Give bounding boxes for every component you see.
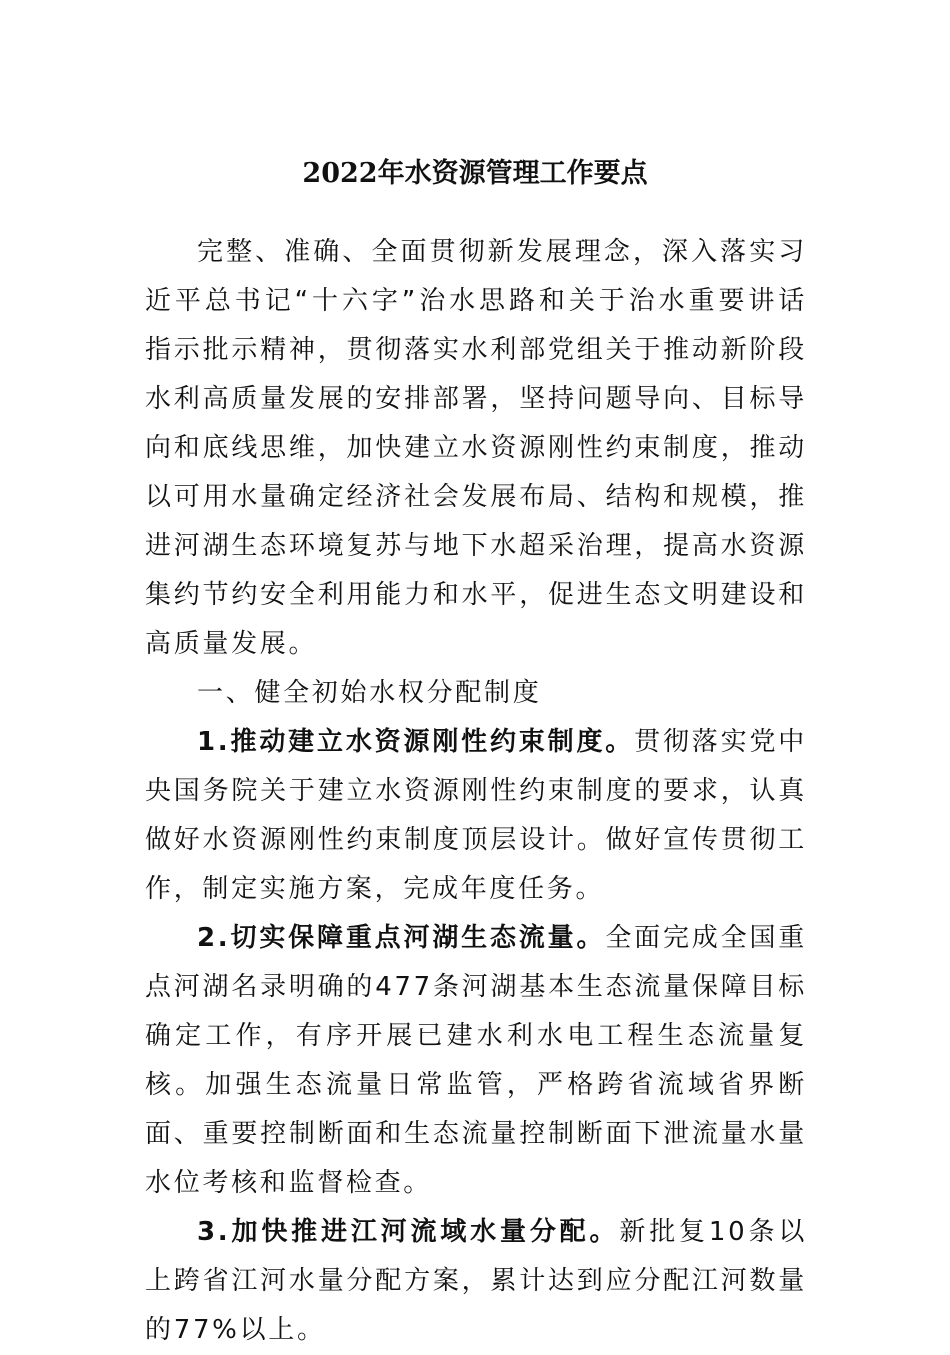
item-lead-3: 3.加快推进江河流域水量分配。 xyxy=(197,1217,620,1247)
document-body xyxy=(145,228,807,1355)
item-text-1: 贯彻落实党中央国务院关于建立水资源刚性约束制度的要求，认真做好水资源刚性约束制度顶层设计。做好宣传贯彻工作，制定实施方案，完成年度任务。 xyxy=(145,727,807,904)
item-text-2: 全面完成全国重点河湖名录明确的477条河湖基本生态流量保障目标确定工作，有序开展已建水利水电工程生态流量复核。加强生态流量日常监管，严格跨省流域省界断面、重要控制断面和生态流量控制断面下泄流量水量水位考核和监督检查。 xyxy=(145,923,808,1198)
item-paragraph-1 xyxy=(145,718,807,914)
intro-paragraph: 完整、准确、全面贯彻新发展理念，深入落实习近平总书记“十六字”治水思路和关于治水重要讲话指示批示精神，贯彻落实水利部党组关于推动新阶段水利高质量发展的安排部署，坚持问题导向、目标导向和底线思维，加快建立水资源刚性约束制度，推动以可用水量确定经济社会发展布局、结构和规模，推进河湖生态环境复苏与地下水超采治理，提高水资源集约节约安全利用能力和水平，促进生态文明建设和高质量发展。 xyxy=(145,237,807,659)
item-paragraph-2 xyxy=(145,914,807,1208)
item-paragraph-3 xyxy=(145,1208,807,1355)
item-text-3: 新批复10条以上跨省江河水量分配方案，累计达到应分配江河数量的77%以上。 xyxy=(145,1217,808,1345)
section-heading: 一、健全初始水权分配制度 xyxy=(197,678,542,708)
item-lead-1: 1.推动建立水资源刚性约束制度。 xyxy=(197,727,635,757)
item-lead-2: 2.切实保障重点河湖生态流量。 xyxy=(197,923,606,953)
document-title: 2022年水资源管理工作要点 xyxy=(302,158,648,189)
